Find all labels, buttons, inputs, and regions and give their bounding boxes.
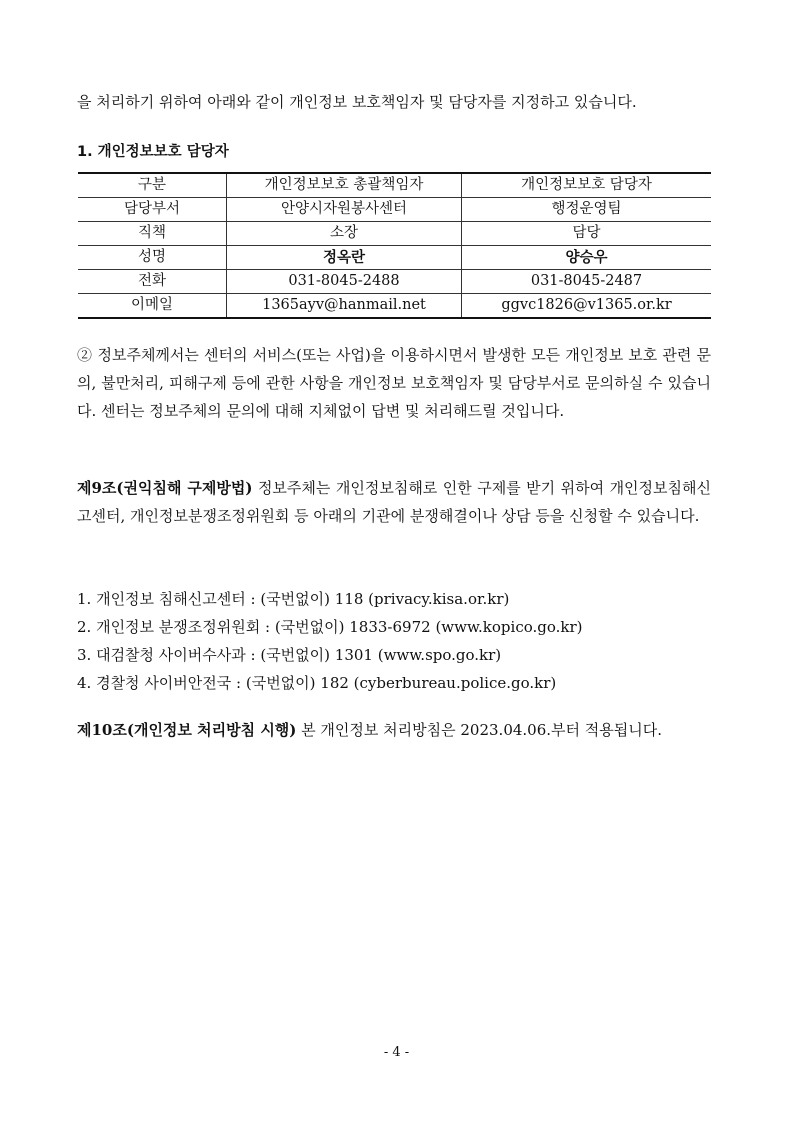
agency-list	[77, 585, 583, 697]
table-row	[78, 198, 711, 222]
row-label-cell: 전화	[78, 270, 227, 294]
chief-name-cell: 정옥란	[227, 246, 462, 270]
table-row	[78, 246, 711, 270]
article-9-title: 제9조(권익침해 구제방법)	[77, 479, 253, 497]
officer-email-cell: ggvc1826@v1365.or.kr	[462, 294, 712, 319]
table-header-cell: 구분	[78, 173, 227, 198]
privacy-contacts-table	[78, 172, 711, 319]
officer-cell: 행정운영팀	[462, 198, 712, 222]
table-row	[78, 222, 711, 246]
chief-cell: 안양시자원봉사센터	[227, 198, 462, 222]
list-item: 4. 경찰청 사이버안전국 : (국번없이) 182 (cyberbureau.police.go.kr)	[77, 674, 557, 692]
row-label-cell: 이메일	[78, 294, 227, 319]
chief-cell: 소장	[227, 222, 462, 246]
table-row	[78, 294, 711, 319]
table-row	[78, 270, 711, 294]
inquiry-paragraph: ② 정보주체께서는 센터의 서비스(또는 사업)을 이용하시면서 발생한 모든 개인정보 보호 관련 문의, 불만처리, 피해구제 등에 관한 사항을 개인정보 보호책임자 및 담당부서로 문의하실 수 있습니다. 센터는 정보주체의 문의에 대해 지체없이 답변 및 처리해드릴 것입니다.	[77, 346, 711, 420]
list-item: 1. 개인정보 침해신고센터 : (국번없이) 118 (privacy.kisa.or.kr)	[77, 590, 510, 608]
row-label-cell: 성명	[78, 246, 227, 270]
row-label-cell: 직책	[78, 222, 227, 246]
section-heading-privacy-officer: 1. 개인정보보호 담당자	[77, 144, 229, 160]
article-9-paragraph	[77, 474, 711, 530]
row-label-cell: 담당부서	[78, 198, 227, 222]
article-10-paragraph	[77, 716, 711, 744]
chief-email-cell: 1365ayv@hanmail.net	[227, 294, 462, 319]
table-header-cell: 개인정보보호 담당자	[462, 173, 712, 198]
chief-phone-cell: 031-8045-2488	[227, 270, 462, 294]
article-9-body: 정보주체는 개인정보침해로 인한 구제를 받기 위하여 개인정보침해신고센터, 개인정보분쟁조정위원회 등 아래의 기관에 분쟁해결이나 상담 등을 신청할 수 있습니다.	[77, 479, 711, 525]
officer-phone-cell: 031-8045-2487	[462, 270, 712, 294]
page-number: - 4 -	[383, 1045, 410, 1060]
list-item: 2. 개인정보 분쟁조정위원회 : (국번없이) 1833-6972 (www.kopico.go.kr)	[77, 618, 583, 636]
list-item: 3. 대검찰청 사이버수사과 : (국번없이) 1301 (www.spo.go.kr)	[77, 646, 502, 664]
article-10-body: 본 개인정보 처리방침은 2023.04.06.부터 적용됩니다.	[296, 721, 662, 739]
intro-paragraph: 을 처리하기 위하여 아래와 같이 개인정보 보호책임자 및 담당자를 지정하고 있습니다.	[77, 93, 637, 111]
table-header-cell: 개인정보보호 총괄책임자	[227, 173, 462, 198]
officer-cell: 담당	[462, 222, 712, 246]
article-10-title: 제10조(개인정보 처리방침 시행)	[77, 721, 297, 739]
table-header-row	[78, 173, 711, 198]
officer-name-cell: 양승우	[462, 246, 712, 270]
